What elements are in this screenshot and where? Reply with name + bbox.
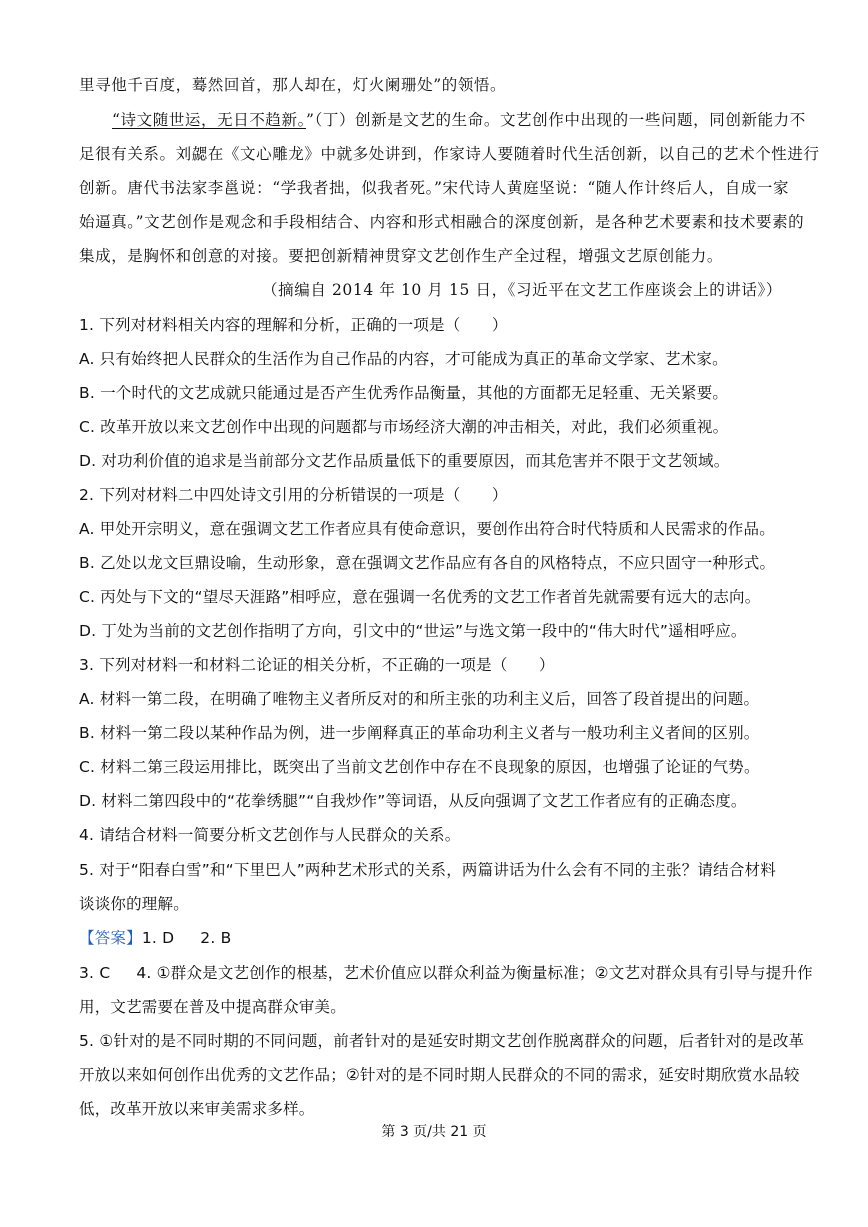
answer-3: 3. C — [79, 964, 111, 982]
option-2b: B. 乙处以龙文巨鼎设喻，生动形象，意在强调文艺作品应有各自的风格特点，不应只固守一种形式。 — [79, 554, 776, 572]
option-2c: C. 丙处与下文的“望尽天涯路”相呼应，意在强调一名优秀的文艺工作者首先就需要有远大的志向。 — [79, 588, 761, 606]
answer-line — [79, 963, 813, 983]
question-3: 3. 下列对材料一和材料二论证的相关分析，不正确的一项是（ ） — [79, 656, 555, 674]
option-1b: B. 一个时代的文艺成就只能通过是否产生优秀作品衡量，其他的方面都无足轻重、无关紧要。 — [79, 384, 729, 402]
option-3a: A. 材料一第二段，在明确了唯物主义者所反对的和所主张的功利主义后，回答了段首提出的问题。 — [79, 690, 760, 708]
passage-line-rest: ”（丁）创新是文艺的生命。文艺创作中出现的一些问题，同创新能力不 — [305, 111, 806, 129]
passage-line: 始逼真。”文艺创作是观念和手段相结合、内容和形式相融合的深度创新，是各种艺术要素和技术要素的 — [79, 213, 805, 231]
passage-line: 里寻他千百度，蓦然回首，那人却在，灯火阑珊处”的领悟。 — [79, 76, 507, 94]
option-3c: C. 材料二第三段运用排比，既突出了当前文艺创作中存在不良现象的原因，也增强了论证的气势。 — [79, 758, 760, 776]
option-1d: D. 对功利价值的追求是当前部分文艺作品质量低下的重要原因，而其危害并不限于文艺领域。 — [79, 452, 730, 470]
option-3d: D. 材料二第四段中的“花拳绣腿”“自我炒作”等词语，从反向强调了文艺工作者应有的正确态度。 — [79, 792, 747, 810]
answer-5-cont: 低，改革开放以来审美需求多样。 — [79, 1100, 315, 1118]
answer-line — [79, 928, 231, 948]
option-1a: A. 只有始终把人民群众的生活作为自己作品的内容，才可能成为真正的革命文学家、艺术家。 — [79, 350, 728, 368]
page-footer: 第 3 页/共 21 页 — [381, 1124, 487, 1140]
passage-line: 创新。唐代书法家李邕说：“学我者拙，似我者死。”宋代诗人黄庭坚说：“随人作计终后人，自成一家 — [79, 179, 790, 197]
question-5: 5. 对于“阳春白雪”和“下里巴人”两种艺术形式的关系，两篇讲话为什么会有不同的主张？请结合材料 — [79, 861, 776, 879]
answer-5: 5. ①针对的是不同时期的不同问题，前者针对的是延安时期文艺创作脱离群众的问题，后者针对的是改革 — [79, 1032, 805, 1050]
answer-4-cont: 用，文艺需要在普及中提高群众审美。 — [79, 998, 346, 1016]
passage-line: 足很有关系。刘勰在《文心雕龙》中就多处讲到，作家诗人要随着时代生活创新，以自己的艺术个性进行 — [79, 145, 820, 163]
underlined-quote: “诗文随世运，无日不趋新。 — [112, 111, 306, 129]
option-2d: D. 丁处为当前的文艺创作指明了方向，引文中的“世运”与选文第一段中的“伟大时代”遥相呼应。 — [79, 622, 747, 640]
question-5-cont: 谈谈你的理解。 — [79, 895, 189, 913]
passage-line: 集成，是胸怀和创意的对接。要把创新精神贯穿文艺创作生产全过程，增强文艺原创能力。 — [79, 247, 724, 265]
answer-1: 1. D — [141, 929, 175, 947]
answer-4: 4. ①群众是文艺创作的根基，艺术价值应以群众利益为衡量标准；②文艺对群众具有引导与提升作 — [136, 964, 813, 982]
answer-2: 2. B — [200, 929, 232, 947]
answer-5-cont: 开放以来如何创作出优秀的文艺作品；②针对的是不同时期人民群众的不同的需求，延安时期欣赏水品较 — [79, 1066, 800, 1084]
option-3b: B. 材料一第二段以某种作品为例，进一步阐释真正的革命功利主义者与一般功利主义者间的区别。 — [79, 724, 760, 742]
passage-line — [112, 110, 806, 130]
answer-tag: 【答案】 — [79, 929, 142, 947]
question-2: 2. 下列对材料二中四处诗文引用的分析错误的一项是（ ） — [79, 486, 508, 504]
question-4: 4. 请结合材料一简要分析文艺创作与人民群众的关系。 — [79, 826, 461, 844]
option-1c: C. 改革开放以来文艺创作中出现的问题都与市场经济大潮的冲击相关，对此，我们必须重视。 — [79, 418, 729, 436]
passage-source: （摘编自 2014 年 10 月 15 日，《习近平在文艺工作座谈会上的讲话》） — [262, 281, 782, 299]
question-1: 1. 下列对材料相关内容的理解和分析，正确的一项是（ ） — [79, 316, 508, 334]
option-2a: A. 甲处开宗明义，意在强调文艺工作者应具有使命意识，要创作出符合时代特质和人民需求的作品。 — [79, 520, 775, 538]
